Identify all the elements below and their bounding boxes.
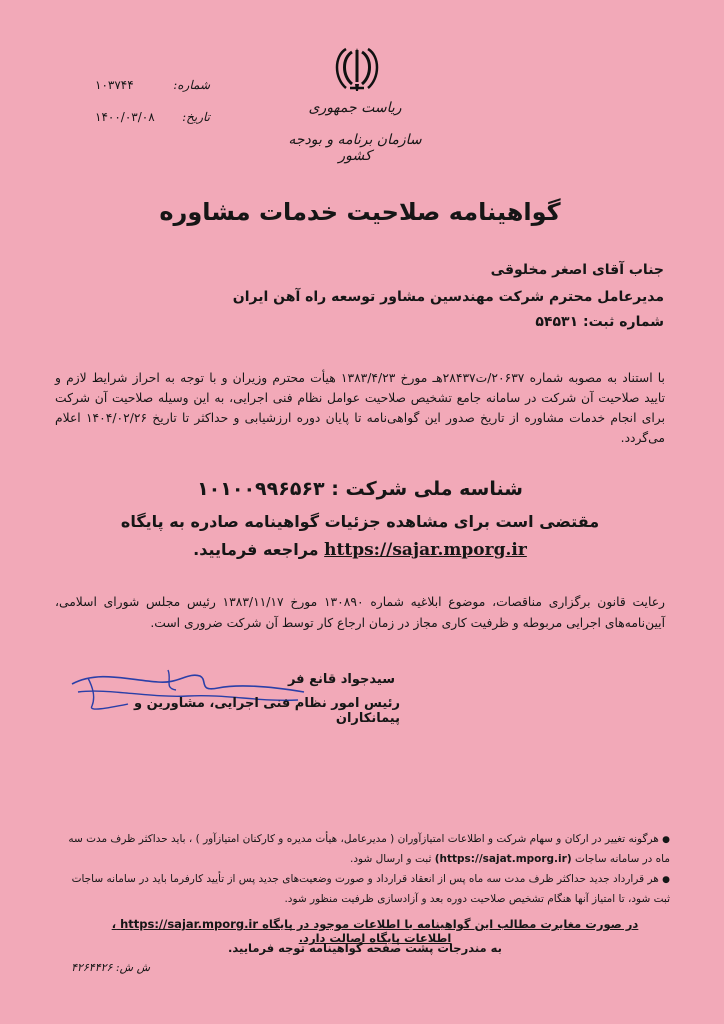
national-id-value: ۱۰۱۰۰۹۹۶۵۶۳ — [197, 478, 325, 500]
bullet-icon: ● — [662, 835, 670, 845]
back-page-note: به مندرجات پشت صفحه گواهینامه توجه فرمایید. — [228, 941, 502, 955]
addressee-position: مدیرعامل محترم شرکت مهندسین مشاور توسعه راه آهن ایران — [232, 289, 664, 305]
note-2-text: هر قرارداد جدید حداکثر ظرف مدت سه ماه پس از انعقاد قرارداد و صورت وضعیت‌های جدید پس از تأیید کارفرما باید در سامانه ساجات ثبت شود، تا امتیاز آنها هنگام تشخیص صلاحیت دوره بعد و آزادسازی ظرفیت منظور شود. — [71, 873, 670, 905]
letter-date-value: ۱۴۰۰/۰۳/۰۸ — [95, 110, 155, 124]
compliance-paragraph: رعایت قانون برگزاری مناقصات، موضوع ابلاغیه شماره ۱۳۰۸۹۰ مورخ ۱۳۸۳/۱۱/۱۷ رئیس مجلس شورای اسلامی، آیین‌نامه‌های اجرایی مربوطه و ظرفیت کاری مجاز در زمان ارجاع کار توسط آن شرکت ضروری است. — [55, 595, 665, 630]
signatory-title: رئیس امور نظام فنی اجرایی، مشاورین و پیمانکاران — [134, 696, 400, 726]
note-2 — [58, 870, 670, 909]
letter-date-row — [95, 110, 210, 124]
warning-text-a: در صورت مغایرت مطالب این گواهینامه با اطلاعات موجود در پایگاه — [262, 917, 639, 931]
serial-number: ش ش: ۴۲۶۴۴۲۶ — [71, 961, 150, 974]
warning-text-b: ، اطلاعات پایگاه اصالت دارد. — [111, 917, 452, 945]
bullet-icon: ● — [662, 875, 670, 885]
certificate-title: گواهینامه صلاحیت خدمات مشاوره — [159, 198, 561, 226]
portal-url-link[interactable]: https://sajar.mporg.ir — [324, 540, 527, 560]
national-id — [180, 478, 540, 500]
letter-number-value: ۱۰۳۷۴۴ — [95, 78, 134, 92]
org-presidency: ریاست جمهوری — [308, 100, 402, 116]
note-1 — [58, 830, 670, 869]
body-paragraph: با استناد به مصوبه شماره ۲۰۶۳۷/ت۲۸۴۳۷هـ مورخ ۱۳۸۳/۴/۲۳ هیأت محترم وزیران و با توجه به احراز شرایط لازم و تایید صلاحیت آن شرکت در سامانه جامع تشخیص صلاحیت عوامل نظام فنی اجرایی، به این وسیله صلاحیت آن شرکت برای انجام خدمات مشاوره از تاریخ صدور این گواهی‌نامه تا پایان دوره ارزشیابی و حداکثر تا تاریخ ۱۴۰۴/۰۲/۲۶ اعلام می‌گردد. — [55, 371, 665, 445]
national-id-label: شناسه ملی شرکت : — [331, 478, 523, 500]
warning-url-link[interactable]: https://sajar.mporg.ir — [120, 917, 259, 931]
letter-date-label: تاریخ: — [182, 110, 210, 124]
iran-emblem-icon — [330, 44, 384, 94]
portal-link-line — [120, 540, 600, 560]
letter-number-label: شماره: — [173, 78, 210, 92]
org-budget-organization: سازمان برنامه و بودجه کشور — [288, 132, 422, 164]
signatory-name: سیدجواد قانع فر — [287, 672, 395, 687]
addressee-name: جناب آقای اصغر مخلوقی — [490, 262, 664, 278]
note-1-text-a: هرگونه تغییر در ارکان و سهام شرکت و اطلاعات امتیازآوران ( مدیرعامل، هیأت مدیره و کارکنان امتیازآور ) ، باید حداکثر ظرف مدت سه ماه در سامانه ساجات — [68, 833, 670, 865]
letter-number-row — [95, 78, 210, 92]
registration-number: شماره ثبت: ۵۴۵۳۱ — [535, 314, 664, 330]
portal-instruction: مقتضی است برای مشاهده جزئیات گواهینامه صادره به پایگاه — [120, 512, 600, 531]
sajat-url-link[interactable]: (https://sajat.mporg.ir) — [434, 853, 572, 865]
note-1-text-b: ثبت و ارسال شود. — [350, 853, 432, 865]
portal-suffix: مراجعه فرمایید. — [193, 540, 319, 559]
